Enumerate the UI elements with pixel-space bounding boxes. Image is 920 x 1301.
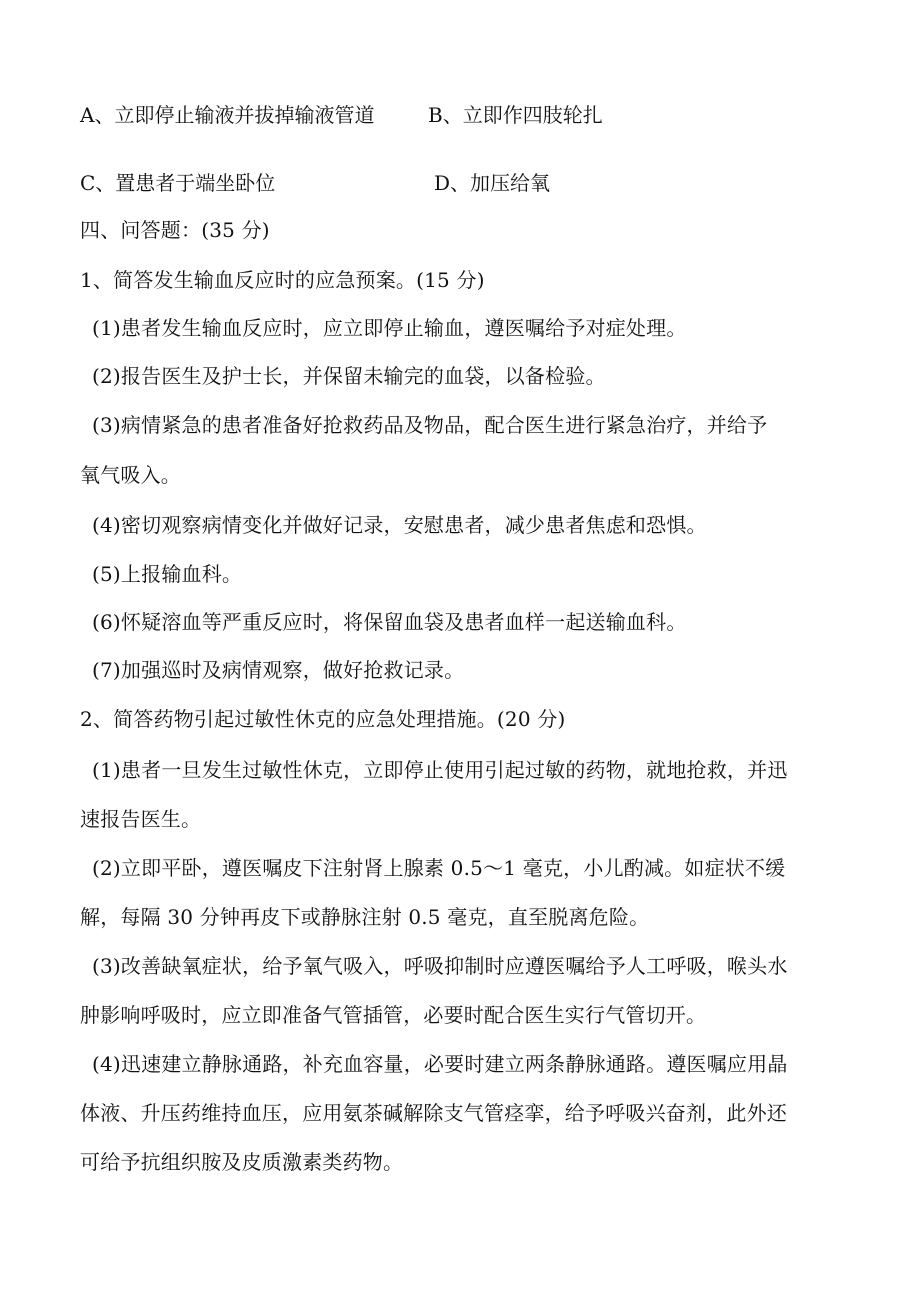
q1-line-3-cont: 氧气吸入。 (80, 463, 181, 487)
options-row-cd (0, 171, 920, 195)
q2-line-1-cont: 速报告医生。 (80, 807, 202, 831)
q2-line-2: (2)立即平卧，遵医嘱皮下注射肾上腺素 0.5～1 毫克，小儿酌减。如症状不缓 (92, 856, 786, 880)
option-d: D、加压给氧 (434, 171, 551, 195)
q2-line-4: (4)迅速建立静脉通路，补充血容量，必要时建立两条静脉通路。遵医嘱应用晶 (92, 1052, 788, 1076)
q2-line-4-cont: 体液、升压药维持血压，应用氨茶碱解除支气管痉挛，给予呼吸兴奋剂，此外还 (80, 1101, 787, 1125)
q2-line-3: (3)改善缺氧症状，给予氧气吸入，呼吸抑制时应遵医嘱给予人工呼吸，喉头水 (92, 954, 788, 978)
option-b: B、立即作四肢轮扎 (428, 103, 603, 127)
q2-line-4-cont-2: 可给予抗组织胺及皮质激素类药物。 (80, 1150, 404, 1174)
q1-line-7: (7)加强巡时及病情观察，做好抢救记录。 (92, 658, 465, 682)
q1-line-3: (3)病情紧急的患者准备好抢救药品及物品，配合医生进行紧急治疗，并给予 (92, 413, 768, 437)
option-c: C、置患者于端坐卧位 (80, 171, 276, 195)
q2-line-2-cont: 解，每隔 30 分钟再皮下或静脉注射 0.5 毫克，直至脱离危险。 (80, 905, 650, 929)
q1-line-6: (6)怀疑溶血等严重反应时，将保留血袋及患者血样一起送输血科。 (92, 610, 687, 634)
q1-line-4: (4)密切观察病情变化并做好记录，安慰患者，减少患者焦虑和恐惧。 (92, 513, 707, 537)
option-a: A、立即停止输液并拔掉输液管道 (80, 103, 375, 127)
question-1-title: 1、简答发生输血反应时的应急预案。(15 分) (80, 268, 485, 292)
q2-line-1: (1)患者一旦发生过敏性休克，立即停止使用引起过敏的药物，就地抢救，并迅 (92, 758, 788, 782)
q1-line-1: (1)患者发生输血反应时，应立即停止输血，遵医嘱给予对症处理。 (92, 316, 687, 340)
q1-line-2: (2)报告医生及护士长，并保留未输完的血袋，以备检验。 (92, 364, 606, 388)
question-2-title: 2、简答药物引起过敏性休克的应急处理措施。(20 分) (80, 707, 566, 731)
q2-line-3-cont: 肿影响呼吸时，应立即准备气管插管，必要时配合医生实行气管切开。 (80, 1003, 707, 1027)
options-row-ab (0, 103, 920, 127)
section-heading: 四、问答题：(35 分) (80, 218, 270, 242)
q1-line-5: (5)上报输血科。 (92, 562, 243, 586)
